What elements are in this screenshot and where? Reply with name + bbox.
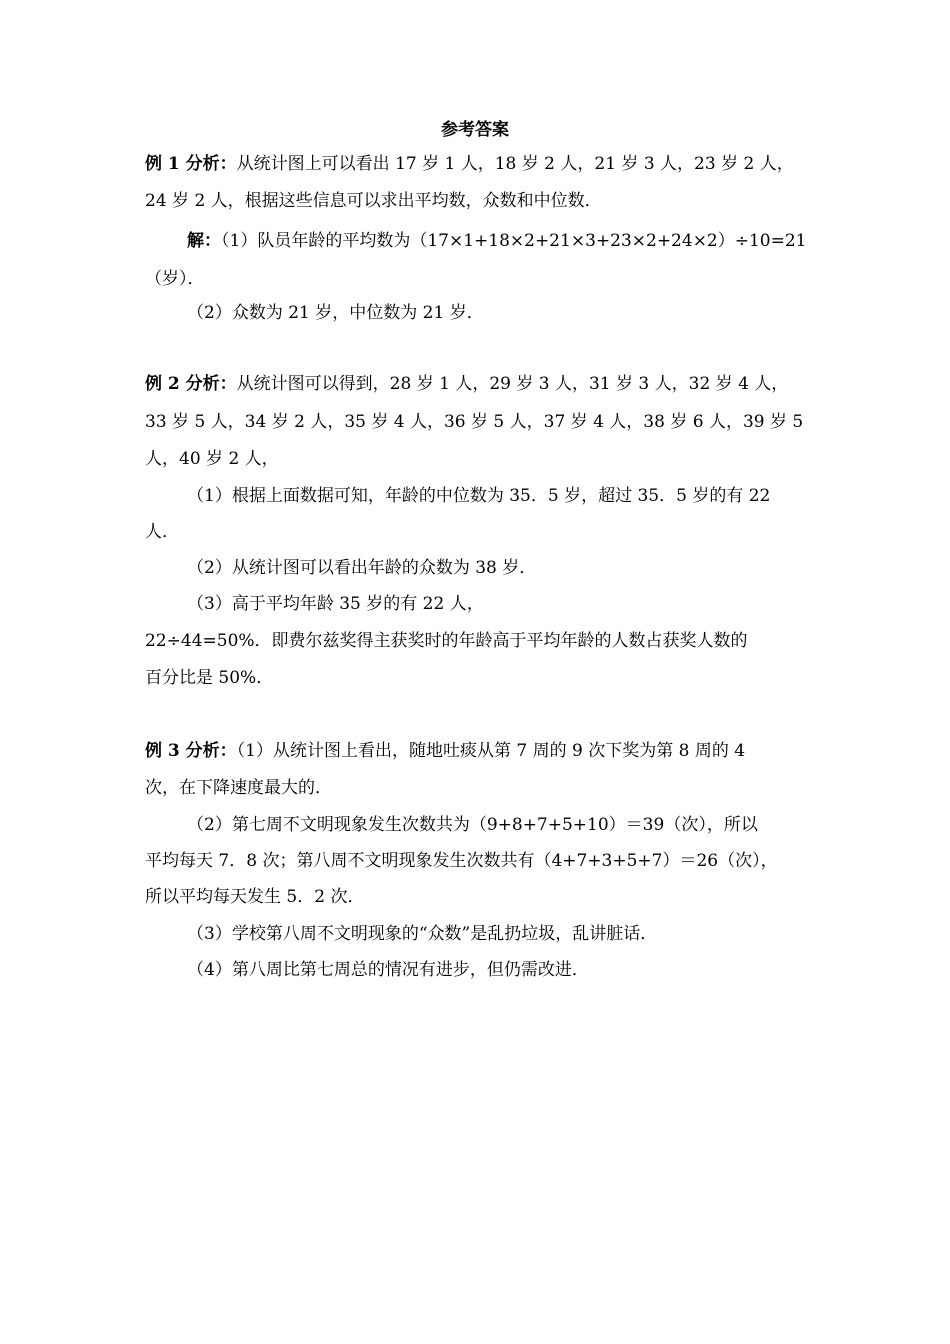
example3-line3: （2）第七周不文明现象发生次数共为（9+8+7+5+10）＝39（次），所以 (187, 815, 758, 835)
solution-label: 解： (187, 231, 221, 251)
example3-label: 例 3 分析： (145, 741, 237, 761)
example2-line8: 22÷44=50%．即费尔兹奖得主获奖时的年龄高于平均年龄的人数占获奖人数的 (145, 631, 748, 651)
example1-label: 例 1 分析： (145, 154, 237, 174)
example1-solution-line3: （2）众数为 21 岁，中位数为 21 岁． (187, 303, 484, 323)
example3-text1: （1）从统计图上看出，随地吐痰从第 7 周的 9 次下奖为第 8 周的 4 (236, 741, 746, 761)
example3-line7: （4）第八周比第七周总的情况有进步，但仍需改进． (187, 960, 589, 980)
example3-line1 (145, 739, 815, 763)
example2-text1: 从统计图可以得到，28 岁 1 人，29 岁 3 人，31 岁 3 人，32 岁 4 人， (236, 374, 789, 394)
example3-line6: （3）学校第八周不文明现象的“众数”是乱扔垃圾，乱讲脏话． (187, 924, 658, 944)
example2-line9: 百分比是 50%． (145, 668, 274, 688)
example3-line5: 所以平均每天发生 5．2 次． (145, 887, 365, 907)
page-title: 参考答案 (441, 120, 509, 140)
example3-line2: 次，在下降速度最大的． (145, 778, 332, 798)
example2-line6: （2）从统计图可以看出年龄的众数为 38 岁． (187, 558, 537, 578)
example1-solution-line1 (187, 229, 857, 253)
example2-line1 (145, 372, 815, 396)
example2-line7: （3）高于平均年龄 35 岁的有 22 人， (187, 594, 484, 614)
example2-line4: （1）根据上面数据可知，年龄的中位数为 35．5 岁，超过 35．5 岁的有 22 (187, 486, 771, 506)
example1-line2: 24 岁 2 人，根据这些信息可以求出平均数，众数和中位数． (145, 191, 602, 211)
example2-line3: 人，40 岁 2 人， (145, 449, 279, 469)
example2-label: 例 2 分析： (145, 374, 237, 394)
example1-solution-text1: （1）队员年龄的平均数为（17×1+18×2+21×3+23×2+24×2）÷10=21 (221, 231, 807, 251)
example2-line5: 人． (145, 522, 179, 542)
example3-line4: 平均每天 7．8 次；第八周不文明现象发生次数共有（4+7+3+5+7）＝26（次）， (145, 851, 778, 871)
example1-line1 (145, 152, 815, 176)
example2-line2: 33 岁 5 人，34 岁 2 人，35 岁 4 人，36 岁 5 人，37 岁 4 人，38 岁 6 人，39 岁 5 (145, 412, 804, 432)
example1-text1: 从统计图上可以看出 17 岁 1 人，18 岁 2 人，21 岁 3 人，23 岁 2 人， (236, 154, 794, 174)
example1-solution-line2: （岁）． (145, 269, 205, 289)
